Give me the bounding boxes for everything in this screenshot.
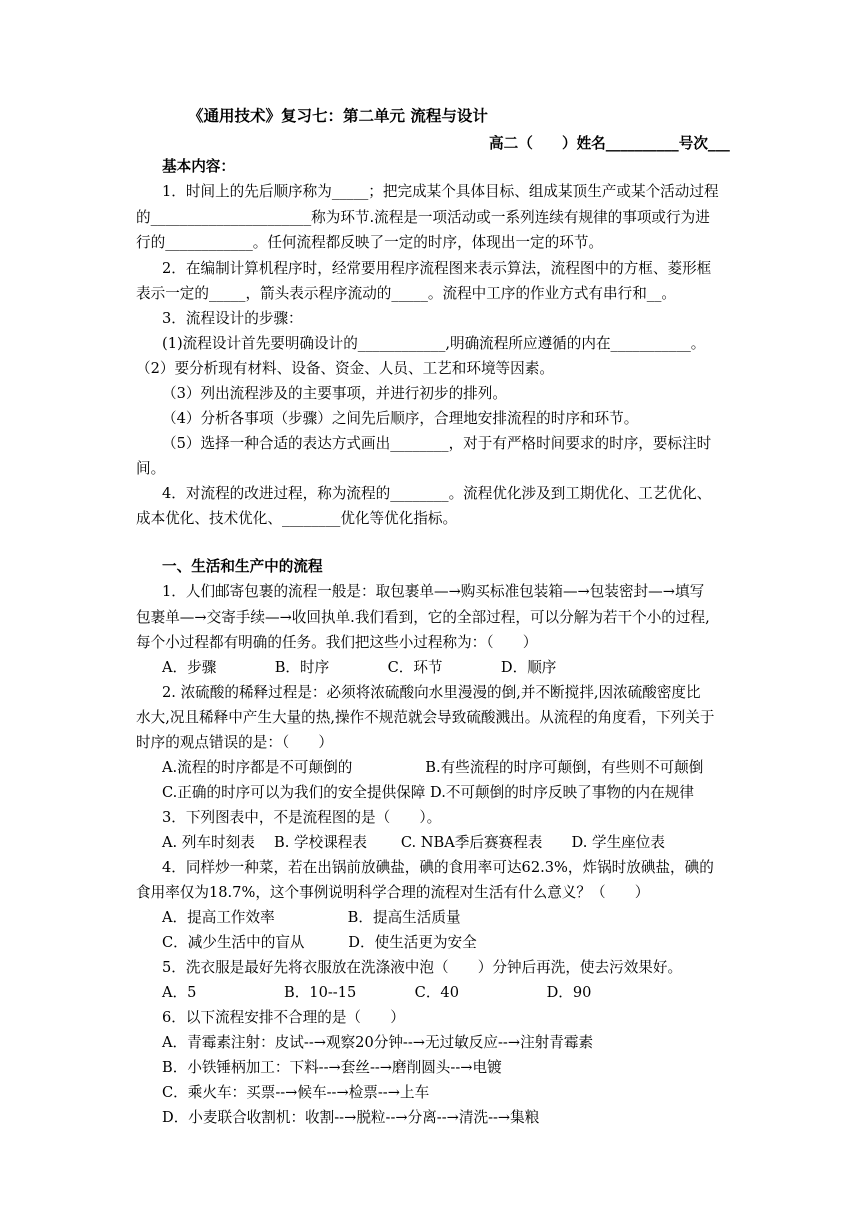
page-title: 《通用技术》复习七：第二单元 流程与设计 [188,106,488,125]
option-line: D．小麦联合收割机：收割--→脱粒--→分离--→清洗--→集粮 [162,1109,540,1126]
option-line: C.正确的时序可以为我们的安全提供保障 D.不可颠倒的时序反映了事物的内在规律 [162,784,694,801]
section-heading: 一、生活和生产中的流程 [162,558,323,575]
option-line: C．减少生活中的盲从 D．使生活更为安全 [162,934,477,951]
question-line: 包裹单—→交寄手续—→收回执单.我们看到，它的全部过程，可以分解为若干个小的过程, [136,609,710,626]
basic-line: 1．时间上的先后顺序称为_____；把完成某个具体目标、组成某顶生产或某个活动过程 [162,183,719,200]
basic-line: 3．流程设计的步骤： [162,310,303,327]
basic-line: 行的____________。任何流程都反映了一定的时序，体现出一定的环节。 [136,234,604,251]
option-line: A．5 B．10--15 C．40 D．90 [162,984,592,1001]
option-line: A．步骤 B．时序 C．环节 D．顺序 [162,659,557,676]
question-line: 每个小过程都有明确的任务。我们把这些小过程称为：（ ） [136,634,538,651]
basic-line: 2．在编制计算机程序时，经常要用程序流程图来表示算法，流程图中的方框、菱形框 [162,260,712,277]
option-line: B．小铁锤柄加工：下料--→套丝--→磨削圆头--→电镀 [162,1059,502,1076]
basic-heading: 基本内容： [162,158,235,175]
basic-line: （3）列出流程涉及的主要事项，并进行初步的排列。 [162,385,507,402]
question-line: 3．下列图表中，不是流程图的是（ ）。 [162,809,442,826]
option-line: A．提高工作效率 B．提高生活质量 [162,909,461,926]
question-line: 食用率仅为18.7%，这个事例说明科学合理的流程对生活有什么意义？（ ） [136,884,650,901]
basic-line: 4．对流程的改进过程，称为流程的________。流程优化涉及到工期优化、工艺优化、 [162,485,712,502]
basic-line: （4）分析各事项（步骤）之间先后顺序，合理地安排流程的时序和环节。 [162,410,639,427]
basic-line: （2）要分析现有材料、设备、资金、人员、工艺和环境等因素。 [136,360,554,377]
option-line: C．乘火车：买票--→候车--→检票--→上车 [162,1084,430,1101]
basic-line: (1)流程设计首先要明确设计的____________,明确流程所应遵循的内在___________。 [162,335,706,352]
option-line: A.流程的时序都是不可颠倒的 B.有些流程的时序可颠倒，有些则不可颠倒 [162,759,704,776]
question-line: 2. 浓硫酸的稀释过程是：必须将浓硫酸向水里漫漫的倒,并不断搅拌,因浓硫酸密度比 [162,684,701,701]
basic-line: 间。 [136,460,166,477]
class-name-line: 高二（ ）姓名__________号次___ [489,135,730,152]
question-line: 水大,况且稀释中产生大量的热,操作不规范就会导致硫酸溅出。从流程的角度看，下列关于 [136,709,715,726]
basic-line: 表示一定的_____，箭头表示程序流动的_____。流程中工序的作业方式有串行和__。 [136,285,676,302]
option-line: A．青霉素注射：皮试--→观察20分钟--→无过敏反应--→注射青霉素 [162,1034,594,1051]
question-line: 5．洗衣服是最好先将衣服放在洗涤液中泡（ ）分钟后再洗，使去污效果好。 [162,959,683,976]
question-line: 时序的观点错误的是：（ ） [136,734,334,751]
basic-line: 的______________________称为环节.流程是一项活动或一系列连续有规律的事项或行为进 [136,209,710,226]
question-line: 1．人们邮寄包裹的流程一般是：取包裹单—→购买标准包装箱—→包装密封—→填写 [162,583,705,600]
option-line: A. 列车时刻表 B. 学校课程表 C. NBA季后赛赛程表 D. 学生座位表 [162,834,665,851]
basic-line: （5）选择一种合适的表达方式画出________，对于有严格时间要求的时序，要标注时 [162,435,712,452]
question-line: 4．同样炒一种菜，若在出锅前放碘盐，碘的食用率可达62.3%，炸锅时放碘盐，碘的 [162,859,714,876]
question-line: 6．以下流程安排不合理的是（ ） [162,1009,405,1026]
basic-line: 成本优化、技术优化、________优化等优化指标。 [136,510,458,527]
